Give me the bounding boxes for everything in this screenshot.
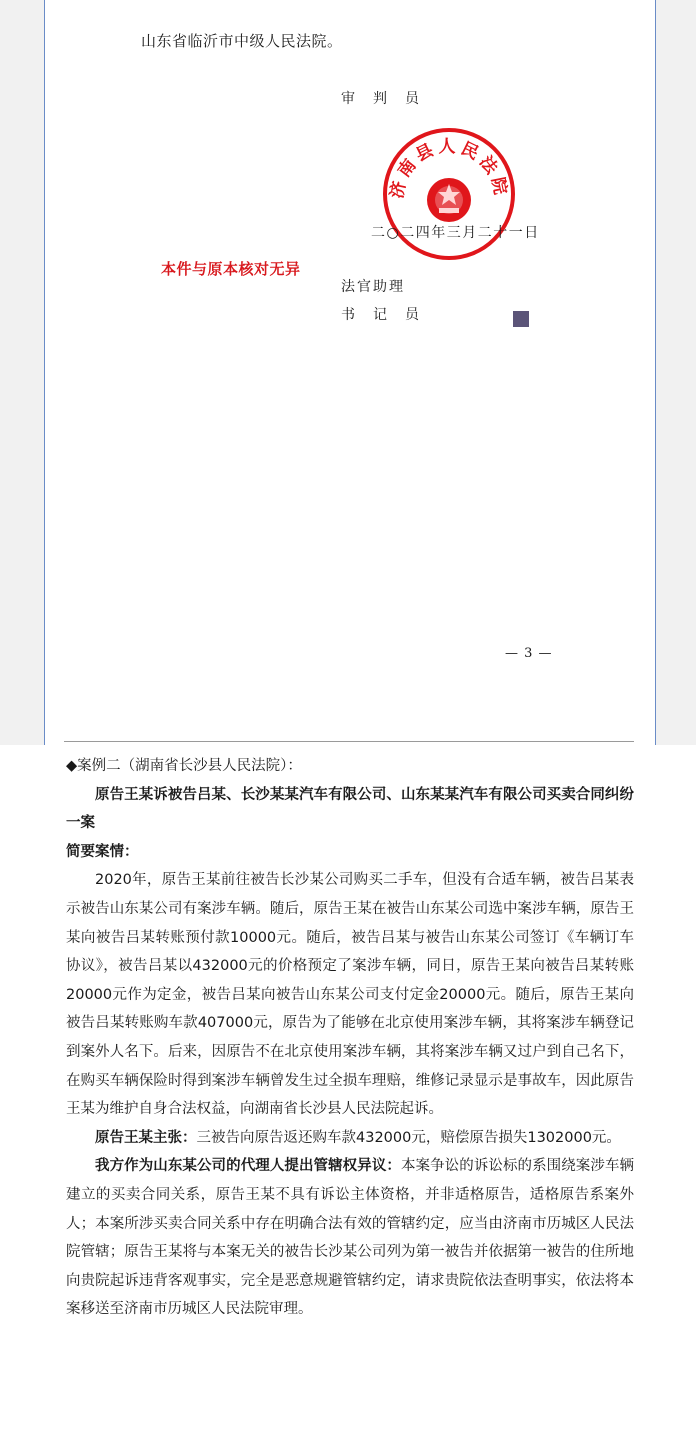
case-title: 原告王某诉被告吕某、长沙某某汽车有限公司、山东某某汽车有限公司买卖合同纠纷一案 bbox=[66, 786, 634, 832]
claim-paragraph bbox=[66, 1124, 634, 1153]
claim-body: 三被告向原告返还购车款432000元，赔偿原告损失1302000元。 bbox=[196, 1129, 621, 1146]
right-gutter bbox=[654, 0, 696, 745]
article-body bbox=[66, 752, 634, 1324]
seal-text: 济南县人民法院 bbox=[387, 137, 511, 201]
case-header: ◆案例二（湖南省长沙县人民法院）： bbox=[66, 758, 302, 774]
verification-stamp: 本件与原本核对无异 bbox=[161, 260, 301, 278]
scanned-judgment-page bbox=[44, 0, 656, 745]
clerk-label: 书 记 员 bbox=[341, 307, 421, 323]
claim-label: 原告王某主张： bbox=[95, 1129, 197, 1146]
judge-assistant-label: 法官助理 bbox=[341, 279, 405, 295]
objection-body: 本案争讼的诉讼标的系围绕案涉车辆建立的买卖合同关系，原告王某不具有诉讼主体资格，并非适格原告，适格原告系案外人；本案所涉买卖合同关系中存在明确合法有效的管辖约定，应当由济南市历城区人民法院管辖；原告王某将与本案无关的被告长沙某公司列为第一被告并依据第一被告的住所地向贵院起诉违背客观事实，完全是恶意规避管辖约定，请求贵院依法查明事实，依法将本案移送至济南市历城区人民法院审理。 bbox=[66, 1158, 635, 1318]
left-gutter bbox=[0, 0, 44, 745]
objection-label: 我方作为山东某公司的代理人提出管辖权异议： bbox=[95, 1158, 401, 1175]
page-number: — 3 — bbox=[505, 646, 553, 661]
court-name-line: 山东省临沂市中级人民法院。 bbox=[141, 32, 343, 50]
judgment-date: 二○二四年三月二十一日 bbox=[371, 225, 540, 241]
objection-paragraph bbox=[66, 1152, 634, 1324]
summary-label: 简要案情： bbox=[66, 843, 139, 860]
national-emblem-icon bbox=[427, 178, 471, 222]
judge-role-label: 审 判 员 bbox=[341, 91, 421, 107]
redaction-mark bbox=[513, 311, 529, 327]
section-divider bbox=[64, 741, 634, 742]
summary-paragraph: 2020年，原告王某前往被告长沙某公司购买二手车，但没有合适车辆，被告吕某表示被告山东某公司有案涉车辆。随后，原告王某在被告山东某公司选中案涉车辆，原告王某向被告吕某转账预付款10000元。随后，被告吕某与被告山东某公司签订《车辆订车协议》，被告吕某以432000元的价格预定了案涉车辆，同日，原告王某向被告吕某转账20000元作为定金，被告吕某向被告山东某公司支付定金20000元。随后，原告王某向被告吕某转账购车款407000元，原告为了能够在北京使用案涉车辆，其将案涉车辆登记到案外人名下。后来，因原告不在北京使用案涉车辆，其将案涉车辆又过户到自己名下，在购买车辆保险时得到案涉车辆曾发生过全损车理赔，维修记录显示是事故车，因此原告王某为维护自身合法权益，向湖南省长沙县人民法院起诉。 bbox=[66, 872, 634, 1118]
